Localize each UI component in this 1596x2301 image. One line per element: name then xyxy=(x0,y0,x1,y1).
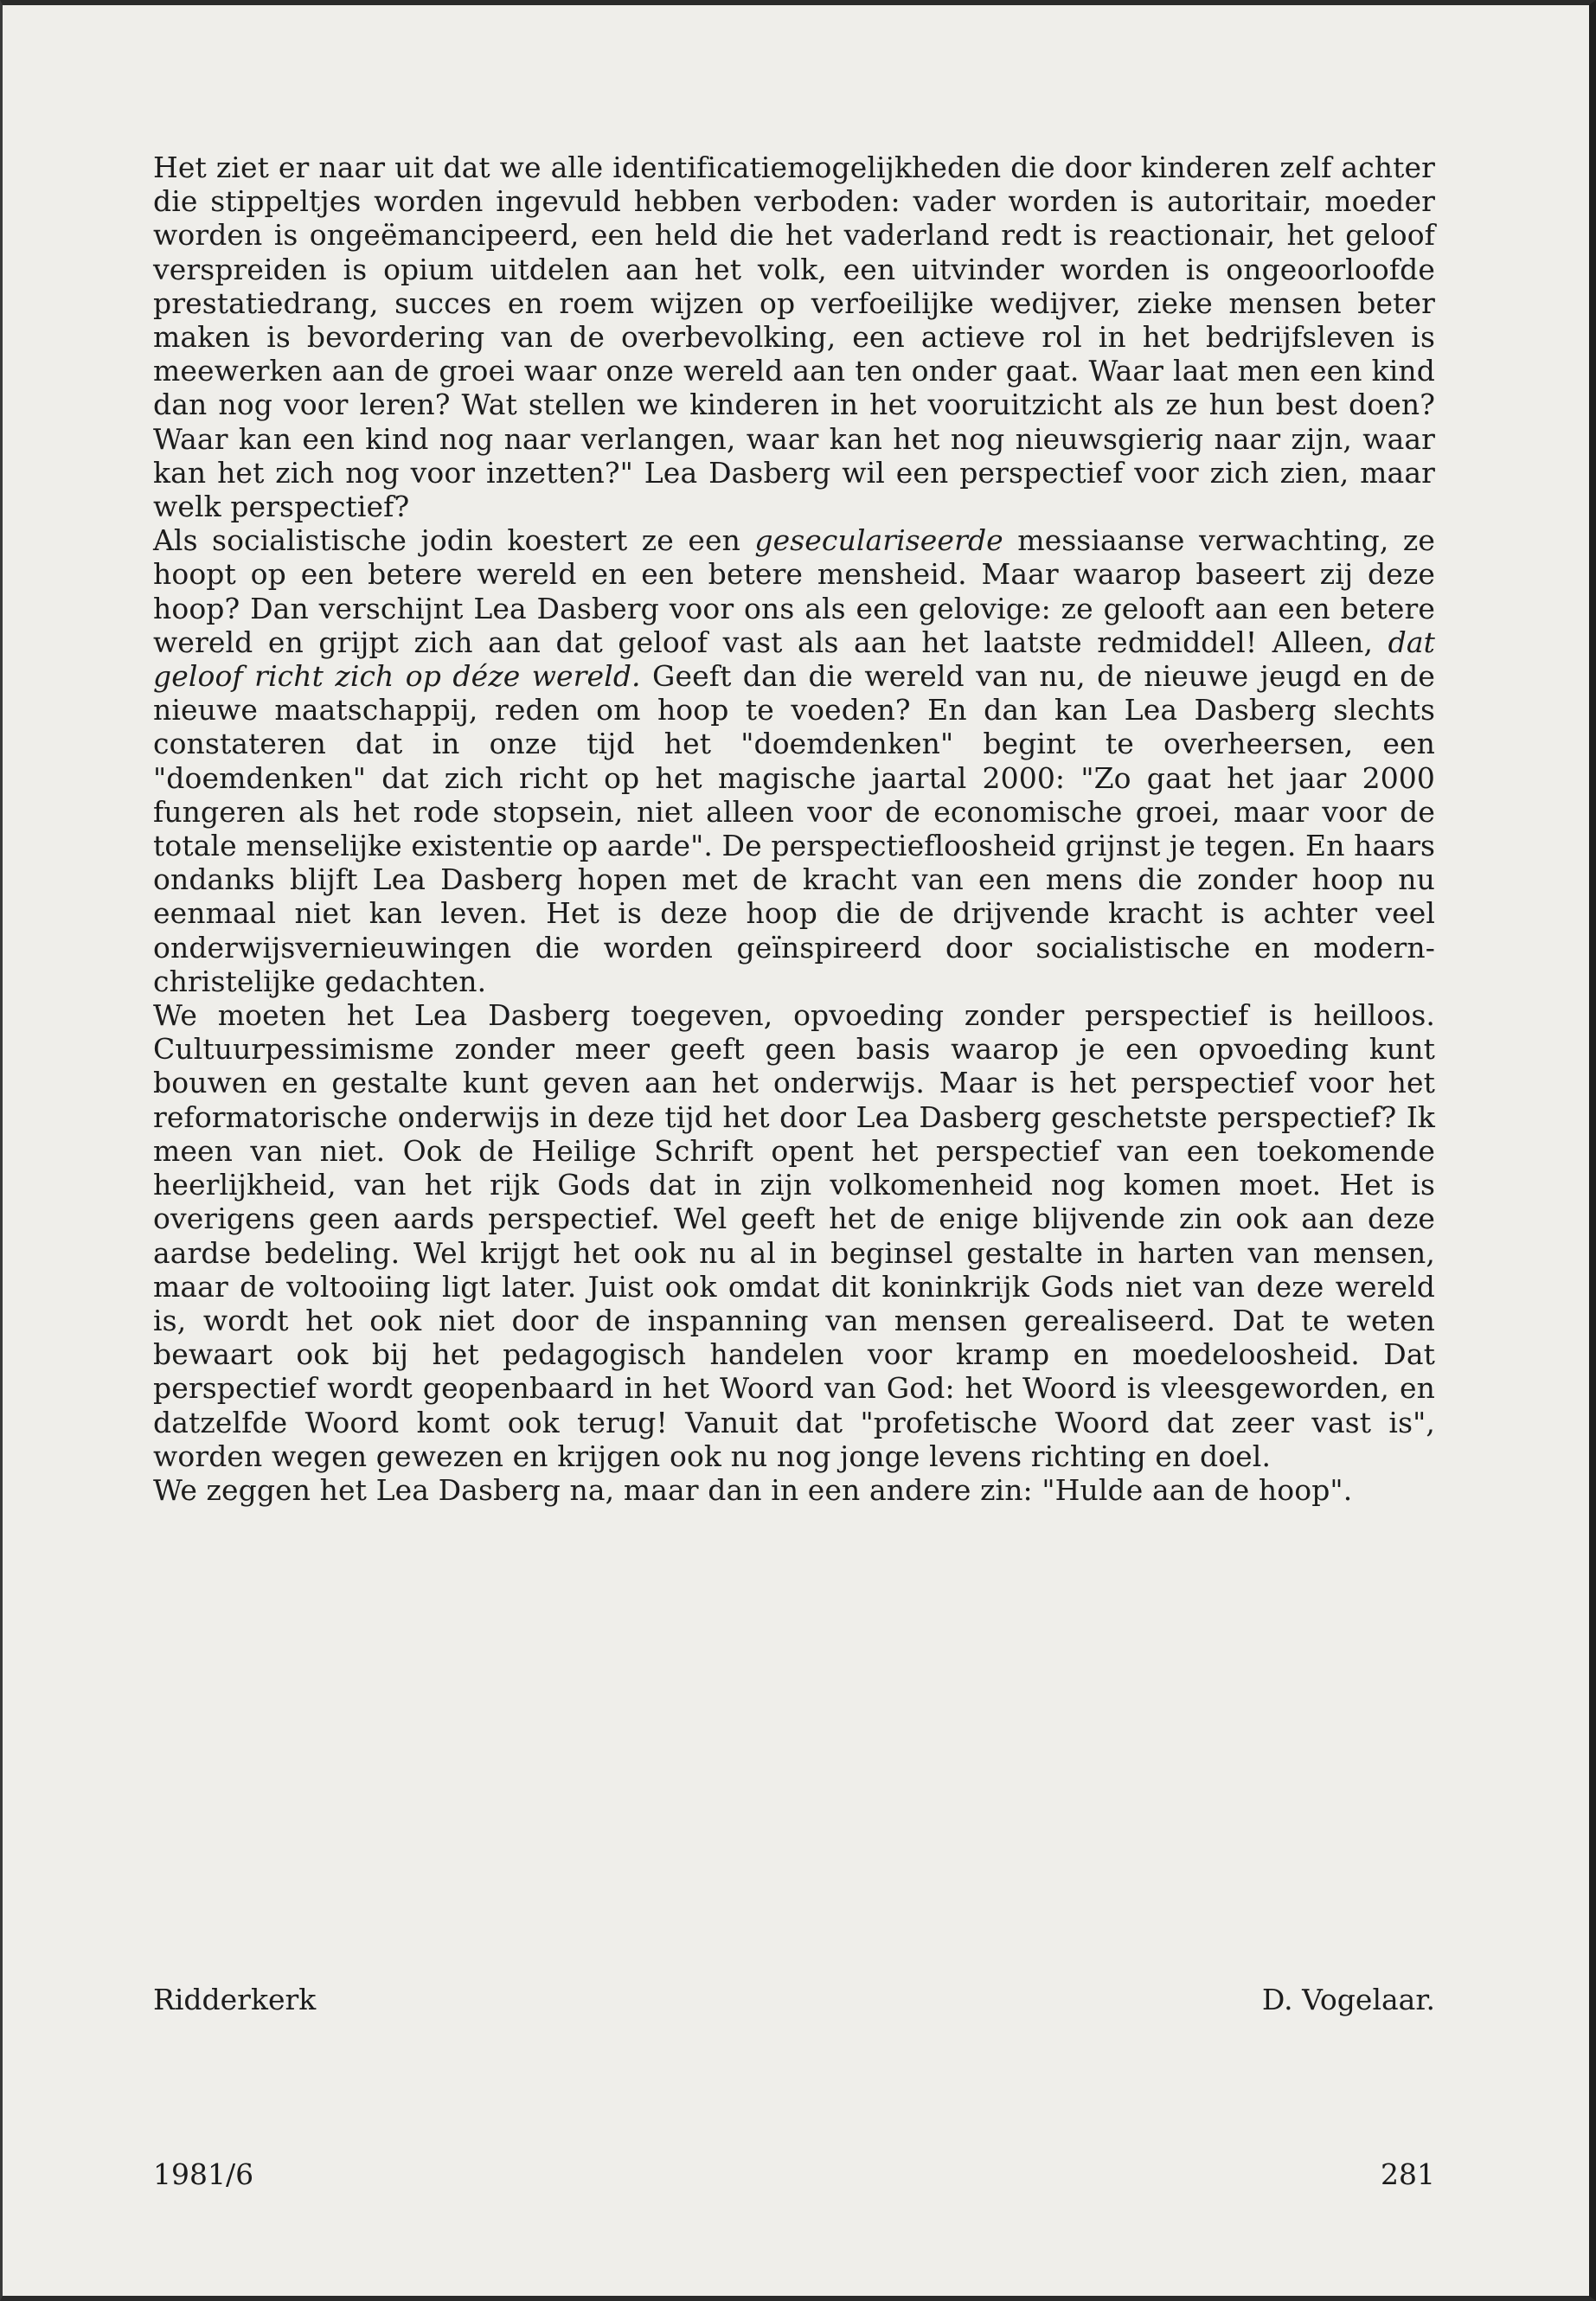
paragraph-2-part-b: messiaanse verwachting, ze hoopt op een betere wereld en een betere mensheid. Maar waarop baseert zij deze hoop? Dan verschijnt Lea Dasberg voor ons als een gelovige: ze gelooft aan een betere wereld en grijpt zich aan dat geloof vast als aan het laatste redmiddel! Alleen, xyxy=(153,523,1435,659)
paragraph-2-part-c: Geeft dan die wereld van nu, de nieuwe jeugd en de nieuwe maatschappij, reden om hoop te voeden? En dan kan Lea Dasberg slechts constateren dat in onze tijd het "doemdenken" begint te overheersen, een "doemdenken" dat zich richt op het magische jaartal 2000: "Zo gaat het jaar 2000 fungeren als het rode stopsein, niet alleen voor de economische groei, maar voor de totale menselijke existentie op aarde". De perspectiefloosheid grijnst je tegen. En haars ondanks blijft Lea Dasberg hopen met de kracht van een mens die zonder hoop nu eenmaal niet kan leven. Het is deze hoop die de drijvende kracht is achter veel onderwijsvernieuwingen die worden geïnspireerd door socialistische en modern-christelijke gedachten. xyxy=(153,659,1435,998)
page-number: 281 xyxy=(1381,2157,1435,2191)
paragraph-2 xyxy=(153,523,1435,998)
issue-number: 1981/6 xyxy=(153,2157,254,2191)
article-body xyxy=(153,151,1435,1507)
page-footer xyxy=(153,2157,1435,2192)
signature-row xyxy=(153,1983,1435,2017)
signature-place: Ridderkerk xyxy=(153,1983,317,2016)
paragraph-2-part-a: Als socialistische jodin koestert ze een xyxy=(153,523,755,558)
paragraph-3: We moeten het Lea Dasberg toegeven, opvoeding zonder perspectief is heilloos. Cultuurpessimisme zonder meer geeft geen basis waarop je een opvoeding kunt bouwen en gestalte kunt geven aan het onderwijs. Maar is het perspectief voor het reformatorische onderwijs in deze tijd het door Lea Dasberg geschetste perspectief? Ik meen van niet. Ook de Heilige Schrift opent het perspectief van een toekomende heerlijkheid, van het rijk Gods dat in zijn volkomenheid nog komen moet. Het is overigens geen aards perspectief. Wel geeft het de enige blijvende zin ook aan deze aardse bedeling. Wel krijgt het ook nu al in beginsel gestalte in harten van mensen, maar de voltooiing ligt later. Juist ook omdat dit koninkrijk Gods niet van deze wereld is, wordt het ook niet door de inspanning van mensen gerealiseerd. Dat te weten bewaart ook bij het pedagogisch handelen voor kramp en moedeloosheid. Dat perspectief wordt geopenbaard in het Woord van God: het Woord is vleesgeworden, en datzelfde Woord komt ook terug! Vanuit dat "profetische Woord dat zeer vast is", worden wegen gewezen en krijgen ook nu nog jonge levens richting en doel. xyxy=(153,998,1435,1473)
emphasis-geseculariseerde: geseculariseerde xyxy=(754,523,1003,558)
paragraph-1: Het ziet er naar uit dat we alle identificatiemogelijkheden die door kinderen zelf achter die stippeltjes worden ingevuld hebben verboden: vader worden is autoritair, moeder worden is ongeëmancipeerd, een held die het vaderland redt is reactionair, het geloof verspreiden is opium uitdelen aan het volk, een uitvinder worden is ongeoorloofde prestatiedrang, succes en roem wijzen op verfoeilijke wedijver, zieke mensen beter maken is bevordering van de overbevolking, een actieve rol in het bedrijfsleven is meewerken aan de groei waar onze wereld aan ten onder gaat. Waar laat men een kind dan nog voor leren? Wat stellen we kinderen in het vooruitzicht als ze hun best doen? Waar kan een kind nog naar verlangen, waar kan het nog nieuwsgierig naar zijn, waar kan het zich nog voor inzetten?" Lea Dasberg wil een perspectief voor zich zien, maar welk perspectief? xyxy=(153,151,1435,524)
emphasis-deze-wereld: dat geloof richt zich op déze wereld. xyxy=(153,625,1435,694)
paragraph-4: We zeggen het Lea Dasberg na, maar dan in een andere zin: "Hulde aan de hoop". xyxy=(153,1472,1353,1507)
signature-author: D. Vogelaar. xyxy=(1261,1983,1435,2016)
